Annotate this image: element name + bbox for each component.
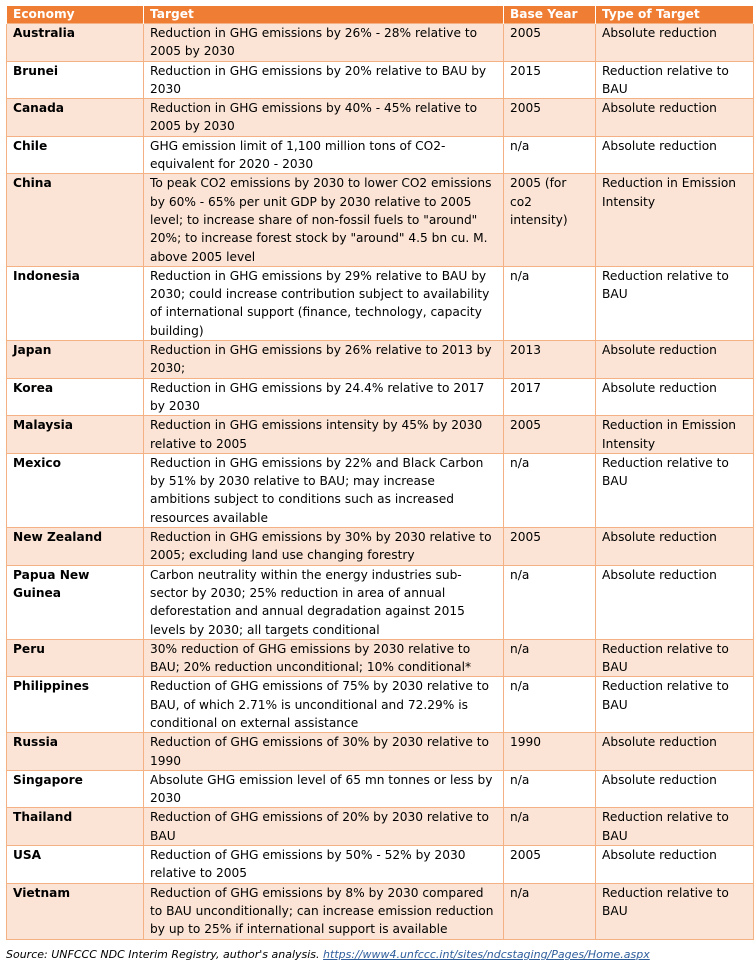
base-year-cell: 1990	[504, 733, 596, 771]
target-cell: Reduction in GHG emissions by 30% by 2030 relative to 2005; excluding land use changing forestry	[144, 528, 504, 566]
table-row	[7, 341, 754, 379]
economy-cell: Chile	[7, 136, 144, 174]
target-cell: Carbon neutrality within the energy industries sub-sector by 2030; 25% reduction in area of annual deforestation and annual degradation against 2015 levels by 2030; all targets conditional	[144, 565, 504, 639]
table-row	[7, 61, 754, 99]
table-row	[7, 453, 754, 527]
base-year-cell: 2013	[504, 341, 596, 379]
base-year-cell: 2017	[504, 378, 596, 416]
target-cell: Reduction in GHG emissions by 26% relative to 2013 by 2030;	[144, 341, 504, 379]
header-type-of-target: Type of Target	[596, 6, 754, 24]
table-row	[7, 24, 754, 62]
type-of-target-cell: Reduction relative to BAU	[596, 453, 754, 527]
table-row	[7, 639, 754, 677]
economy-cell: Vietnam	[7, 883, 144, 939]
economy-cell: Malaysia	[7, 416, 144, 454]
economy-cell: Thailand	[7, 808, 144, 846]
target-cell: Reduction of GHG emissions of 75% by 2030 relative to BAU, of which 2.71% is unconditional and 72.29% is conditional on external assistance	[144, 677, 504, 733]
type-of-target-cell: Reduction relative to BAU	[596, 883, 754, 939]
target-cell: Reduction in GHG emissions by 26% - 28% relative to 2005 by 2030	[144, 24, 504, 62]
source-note	[6, 948, 751, 961]
target-cell: Reduction in GHG emissions by 24.4% relative to 2017 by 2030	[144, 378, 504, 416]
table-row	[7, 770, 754, 808]
base-year-cell: n/a	[504, 565, 596, 639]
type-of-target-cell: Reduction relative to BAU	[596, 61, 754, 99]
type-of-target-cell: Absolute reduction	[596, 99, 754, 137]
target-cell: GHG emission limit of 1,100 million tons of CO2-equivalent for 2020 - 2030	[144, 136, 504, 174]
type-of-target-cell: Absolute reduction	[596, 378, 754, 416]
base-year-cell: 2005	[504, 846, 596, 884]
header-economy: Economy	[7, 6, 144, 24]
table-row	[7, 677, 754, 733]
base-year-cell: n/a	[504, 266, 596, 340]
economy-cell: Philippines	[7, 677, 144, 733]
base-year-cell: n/a	[504, 770, 596, 808]
economy-cell: Peru	[7, 639, 144, 677]
type-of-target-cell: Reduction in Emission Intensity	[596, 174, 754, 266]
base-year-cell: 2005	[504, 24, 596, 62]
table-header-row	[7, 6, 754, 24]
economy-cell: Brunei	[7, 61, 144, 99]
economy-cell: Korea	[7, 378, 144, 416]
table-row	[7, 416, 754, 454]
economy-cell: Australia	[7, 24, 144, 62]
base-year-cell: n/a	[504, 453, 596, 527]
table-row	[7, 99, 754, 137]
economy-cell: Papua New Guinea	[7, 565, 144, 639]
target-cell: Reduction in GHG emissions by 29% relative to BAU by 2030; could increase contribution subject to availability of international support (finance, technology, capacity building)	[144, 266, 504, 340]
target-cell: Reduction in GHG emissions by 20% relative to BAU by 2030	[144, 61, 504, 99]
header-base-year: Base Year	[504, 6, 596, 24]
type-of-target-cell: Reduction relative to BAU	[596, 808, 754, 846]
table-row	[7, 733, 754, 771]
target-cell: Reduction of GHG emissions by 8% by 2030 compared to BAU unconditionally; can increase emission reduction by up to 25% if international support is available	[144, 883, 504, 939]
table-row	[7, 808, 754, 846]
source-text: Source: UNFCCC NDC Interim Registry, author's analysis.	[6, 948, 320, 961]
table-row	[7, 378, 754, 416]
table-row	[7, 883, 754, 939]
target-cell: To peak CO2 emissions by 2030 to lower CO2 emissions by 60% - 65% per unit GDP by 2030 relative to 2005 level; to increase share of non-fossil fuels to "around" 20%; to increase forest stock by "around" 4.5 bn cu. M. above 2005 level	[144, 174, 504, 266]
base-year-cell: n/a	[504, 677, 596, 733]
economy-cell: Mexico	[7, 453, 144, 527]
economy-cell: China	[7, 174, 144, 266]
base-year-cell: n/a	[504, 883, 596, 939]
type-of-target-cell: Absolute reduction	[596, 770, 754, 808]
economy-cell: Indonesia	[7, 266, 144, 340]
target-cell: Reduction in GHG emissions by 22% and Black Carbon by 51% by 2030 relative to BAU; may increase ambitions subject to conditions such as increased resources available	[144, 453, 504, 527]
type-of-target-cell: Absolute reduction	[596, 24, 754, 62]
table-row	[7, 565, 754, 639]
base-year-cell: 2015	[504, 61, 596, 99]
type-of-target-cell: Absolute reduction	[596, 528, 754, 566]
type-of-target-cell: Absolute reduction	[596, 565, 754, 639]
base-year-cell: 2005	[504, 416, 596, 454]
economy-cell: Canada	[7, 99, 144, 137]
type-of-target-cell: Absolute reduction	[596, 341, 754, 379]
economy-cell: Singapore	[7, 770, 144, 808]
header-target: Target	[144, 6, 504, 24]
economy-cell: Russia	[7, 733, 144, 771]
target-cell: 30% reduction of GHG emissions by 2030 relative to BAU; 20% reduction unconditional; 10% conditional*	[144, 639, 504, 677]
base-year-cell: 2005	[504, 99, 596, 137]
target-cell: Reduction of GHG emissions by 50% - 52% by 2030 relative to 2005	[144, 846, 504, 884]
economy-cell: Japan	[7, 341, 144, 379]
economy-cell: USA	[7, 846, 144, 884]
target-cell: Reduction of GHG emissions of 20% by 2030 relative to BAU	[144, 808, 504, 846]
type-of-target-cell: Reduction relative to BAU	[596, 677, 754, 733]
base-year-cell: 2005	[504, 528, 596, 566]
source-link[interactable]: https://www4.unfccc.int/sites/ndcstaging/Pages/Home.aspx	[323, 948, 650, 961]
economy-cell: New Zealand	[7, 528, 144, 566]
table-row	[7, 136, 754, 174]
table-row	[7, 266, 754, 340]
type-of-target-cell: Reduction in Emission Intensity	[596, 416, 754, 454]
base-year-cell: 2005 (for co2 intensity)	[504, 174, 596, 266]
base-year-cell: n/a	[504, 808, 596, 846]
target-cell: Reduction in GHG emissions by 40% - 45% relative to 2005 by 2030	[144, 99, 504, 137]
type-of-target-cell: Reduction relative to BAU	[596, 266, 754, 340]
type-of-target-cell: Absolute reduction	[596, 846, 754, 884]
target-cell: Reduction in GHG emissions intensity by 45% by 2030 relative to 2005	[144, 416, 504, 454]
target-cell: Reduction of GHG emissions of 30% by 2030 relative to 1990	[144, 733, 504, 771]
type-of-target-cell: Absolute reduction	[596, 136, 754, 174]
table-row	[7, 846, 754, 884]
type-of-target-cell: Reduction relative to BAU	[596, 639, 754, 677]
type-of-target-cell: Absolute reduction	[596, 733, 754, 771]
base-year-cell: n/a	[504, 136, 596, 174]
table-body	[7, 24, 754, 940]
base-year-cell: n/a	[504, 639, 596, 677]
ndc-targets-table	[6, 6, 754, 940]
target-cell: Absolute GHG emission level of 65 mn tonnes or less by 2030	[144, 770, 504, 808]
table-row	[7, 174, 754, 266]
table-row	[7, 528, 754, 566]
